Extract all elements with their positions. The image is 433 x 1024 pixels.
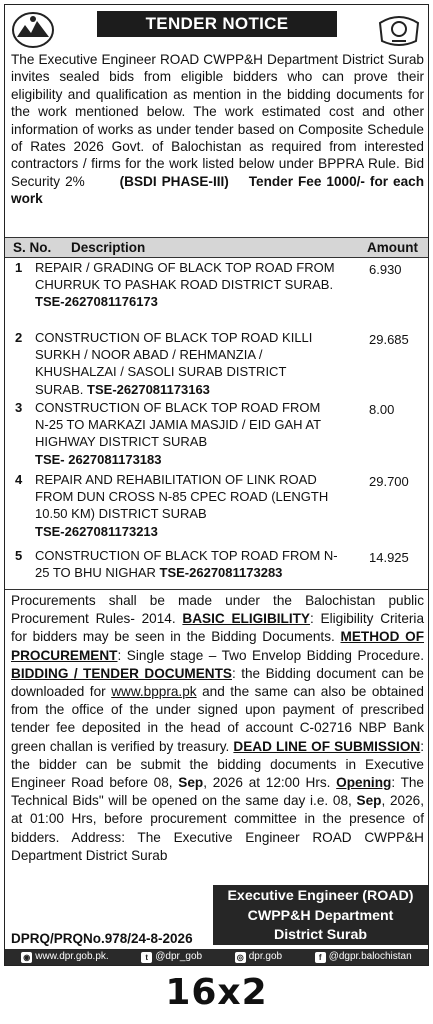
signature-line-3: District Surab [273,927,368,943]
row-sno: 4 [15,472,23,487]
intro-text: The Executive Engineer ROAD CWPP&H Department District Surab invites sealed bids from eligible bidders who can prove their eligibility and qualification as mention in the bidding documents for the work mentioned below. The work estimated cost and other information of works as under tender based on Composite Schedule of Rates 2026 Govt. of Balochistan as required from interested contractors / firms for the work listed below under BPPRA Rule. Bid Security 2% [11,52,424,189]
ad-size-label: 16x2 [165,972,268,1013]
intro-paragraph [11,51,424,208]
globe-icon: ◉ [21,952,32,963]
row-sno: 2 [15,330,23,345]
deadline-text-2: , 2026 at 12:00 Hrs. [203,775,331,791]
opening-month: Sep [356,793,382,809]
row-amount: 8.00 [369,402,395,417]
documents-text-2: and the same can also be obtained from the office of the under signed upon payment of prescribed tender fee deposited in the head of account C-02716 NBP Bank green challan is verified by treasury. [11,684,424,754]
footer-facebook[interactable]: f @dgpr.balochistan [315,949,412,965]
method-heading: METHOD OF PROCUREMENT [11,629,425,663]
notice-title: TENDER NOTICE [97,11,337,37]
row-tse: TSE- 2627081173183 [35,451,162,467]
col-sno: S. No. [13,240,52,255]
row-tse: TSE-2627081173163 [87,381,210,397]
row-tse: TSE-2627081173213 [35,523,158,539]
col-amount: Amount [367,240,418,255]
bppra-link[interactable]: www.bppra.pk [111,684,197,700]
footer-twitter[interactable]: t @dpr_gob [141,949,202,965]
deadline-month: Sep [178,775,204,791]
tender-fee: Tender Fee 1000/- for each work [11,173,425,207]
dprq-number: DPRQ/PRQNo.978/24-8-2026 [11,931,193,946]
row-amount: 6.930 [369,262,402,277]
table-row [5,329,428,399]
col-description: Description [71,240,146,255]
govt-emblem-icon [376,11,422,49]
twitter-icon: t [141,952,152,963]
row-sno: 1 [15,260,23,275]
deadline-heading: DEAD LINE OF SUBMISSION [233,738,421,754]
row-desc: CONSTRUCTION OF BLACK TOP ROAD FROM N-25 TO BHU NIGHAR [35,548,338,581]
procurement-rules: Procurements shall be made under the Balochistan public Procurement Rules- 2014. [11,593,424,627]
documents-text-1: : the Bidding document can be downloaded for [11,665,424,700]
row-desc: CONSTRUCTION OF BLACK TOP ROAD KILLI SURKH / NOOR ABAD / REHMANZIA / KHUSHALZAI / SASOLI SURAB DISTRICT SURAB. [35,330,313,397]
signature-line-2: CWPP&H Department [247,907,394,924]
documents-heading: BIDDING / TENDER DOCUMENTS [11,665,232,681]
tender-notice-ad [4,4,429,966]
signature-line-1: Executive Engineer (ROAD) [227,888,414,904]
table-header [5,237,428,258]
row-sno: 5 [15,548,23,563]
table-row [5,471,428,547]
row-desc: CONSTRUCTION OF BLACK TOP ROAD FROM N-25 TO MARKAZI JAMIA MASJID / EID GAH AT HIGHWAY DISTRICT SURAB [35,400,321,450]
eligibility-heading: BASIC ELIGIBILITY [182,611,311,627]
row-desc: REPAIR AND REHABILITATION OF LINK ROAD FROM DUN CROSS N-85 CPEC ROAD (LENGTH 10.50 KM) DISTRICT SURAB [35,472,329,522]
opening-text-2: , 2026, at 01:00 Hrs, before procurement committee in the presence of bidders. Address: The Executive Engineer ROAD CWPP&H Department District Surab [11,793,424,863]
signature-block [213,885,428,945]
opening-text-1: : The Technical Bids" will be opened on the same day i.e. 08, [11,775,424,809]
table-body [5,259,428,585]
footer-bar [5,949,428,965]
table-row [5,399,428,471]
phase-label: (BSDI PHASE-III) [119,173,229,189]
table-row [5,259,428,329]
method-text: : Single stage – Two Envelop Bidding Procedure. [117,647,424,663]
opening-heading: Opening [336,775,392,791]
section-divider [5,589,428,590]
dept-logo-left-icon [11,11,55,49]
row-amount: 14.925 [369,550,409,565]
footer-web[interactable]: ◉ www.dpr.gob.pk. [23,951,109,962]
table-row [5,547,428,585]
deadline-text-1: : the bidder can be submit the bidding documents in Executive Engineer Road before 08, [11,738,424,791]
row-sno: 3 [15,400,23,415]
row-amount: 29.685 [369,332,409,347]
facebook-icon: f [315,952,326,963]
eligibility-text: : Eligibility Criteria for bidders may be seen in the Bidding Documents. [11,611,424,645]
procurement-paragraph [11,592,424,865]
header [5,5,428,53]
row-tse: TSE-2627081173283 [159,565,283,581]
footer-instagram[interactable]: ◎ dpr.gob [236,951,283,962]
row-amount: 29.700 [369,474,409,489]
row-tse: TSE-2627081176173 [35,294,158,310]
instagram-icon: ◎ [235,952,246,963]
row-desc: REPAIR / GRADING OF BLACK TOP ROAD FROM CHURRUK TO PASHAK ROAD DISTRICT SURAB. [35,260,335,293]
